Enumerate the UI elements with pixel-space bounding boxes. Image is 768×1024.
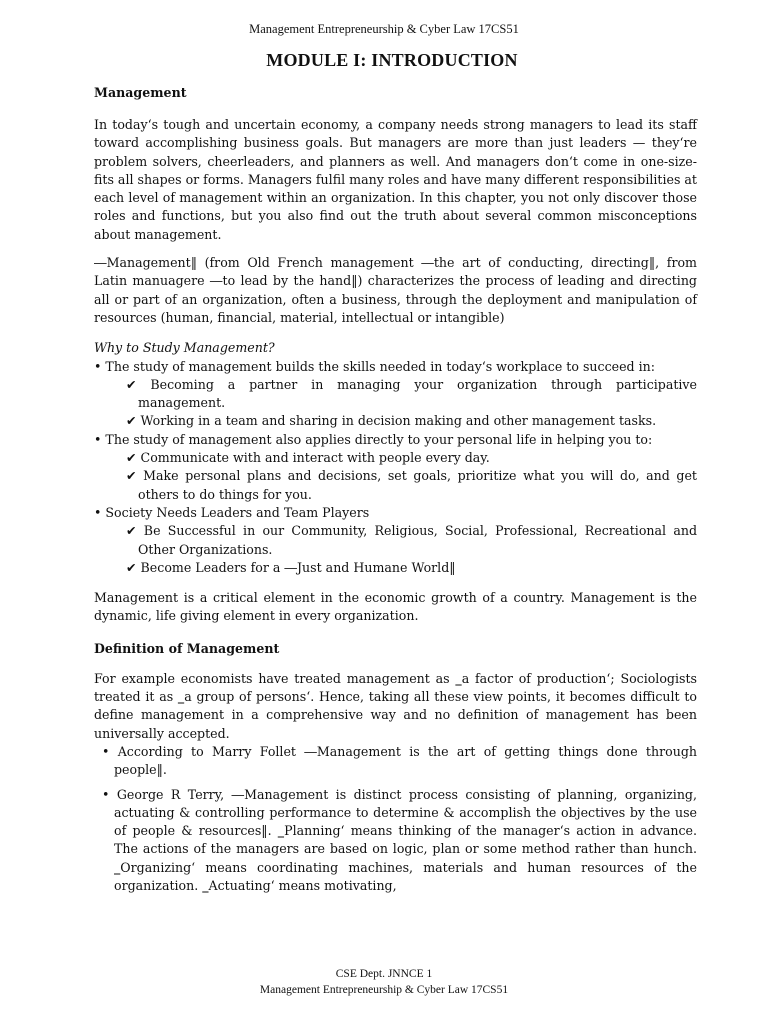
check-item: ✔ Be Successful in our Community, Religious, Social, Professional, Recreational and Other Organizations. bbox=[126, 523, 697, 557]
definition-heading: Definition of Management bbox=[94, 640, 280, 656]
why-study-group-3 bbox=[94, 504, 697, 577]
why-study-bullet: • The study of management also applies directly to your personal life in helping you to: bbox=[94, 431, 653, 447]
management-heading: Management bbox=[94, 85, 187, 100]
intro-paragraph: In today‘s tough and uncertain economy, a company needs strong managers to lead its staff toward accomplishing business goals. But managers are more than just leaders — they‘re problem solvers, cheerleaders, and planners as well. And managers don‘t come in one-size-fits all shapes or forms. Managers fulfil many roles and have many different responsibilities at each level of management within an organization. In this chapter, you not only discover those roles and functions, but you also find out the truth about several common misconceptions about management. bbox=[94, 117, 697, 242]
terry-definition: • George R Terry, ―Management is distinct process consisting of planning, organizing, actuating & controlling performance to determine & accomplish the objectives by the use of people & resources‖. ‗Planning‘ means thinking of the manager‘s action in advance. The actions of the managers are based on logic, plan or some method rather than hunch. ‗Organizing‘ means coordinating machines, materials and human resources of the organization. ‗Actuating‘ means motivating, bbox=[102, 786, 697, 893]
module-title: MODULE I: INTRODUCTION bbox=[266, 50, 518, 70]
footer-dept: CSE Dept. JNNCE 1 bbox=[335, 968, 433, 980]
why-study-bullet: • The study of management builds the skills needed in today‘s workplace to succeed in: bbox=[94, 358, 655, 374]
check-item: ✔ Working in a team and sharing in decision making and other management tasks. bbox=[126, 413, 657, 429]
follet-definition: • According to Marry Follet ―Management is the art of getting things done through people‖. bbox=[102, 743, 697, 778]
check-item: ✔ Becoming a partner in managing your organization through participative management. bbox=[126, 376, 697, 411]
definition-paragraph: For example economists have treated management as ‗a factor of production‘; Sociologists treated it as ‗a group of persons‘. Hence, taking all these view points, it becomes difficult to define management in a comprehensive way and no definition of management has been universally accepted. bbox=[94, 670, 697, 741]
page-content bbox=[94, 84, 697, 895]
running-header: Management Entrepreneurship & Cyber Law 17CS51 bbox=[249, 22, 519, 36]
why-study-bullet: • Society Needs Leaders and Team Players bbox=[94, 504, 370, 520]
critical-element-paragraph: Management is a critical element in the economic growth of a country. Management is the dynamic, life giving element in every organization. bbox=[94, 590, 697, 624]
page-footer bbox=[0, 966, 768, 998]
footer-running-title: Management Entrepreneurship & Cyber Law 17CS51 bbox=[259, 984, 509, 996]
why-study-group-1 bbox=[94, 358, 697, 431]
check-item: ✔ Become Leaders for a ―Just and Humane World‖ bbox=[126, 559, 456, 575]
etymology-paragraph: ―Management‖ (from Old French management ―the art of conducting, directing‖, from Latin manuagere ―to lead by the hand‖) characterizes the process of leading and directing all or part of an organization, often a business, through the deployment and manipulation of resources (human, financial, material, intellectual or intangible) bbox=[94, 255, 697, 325]
why-study-group-2 bbox=[94, 431, 697, 504]
check-item: ✔ Make personal plans and decisions, set goals, prioritize what you will do, and get others to do things for you. bbox=[126, 468, 697, 502]
why-study-heading: Why to Study Management? bbox=[94, 340, 275, 356]
check-item: ✔ Communicate with and interact with people every day. bbox=[126, 450, 490, 466]
